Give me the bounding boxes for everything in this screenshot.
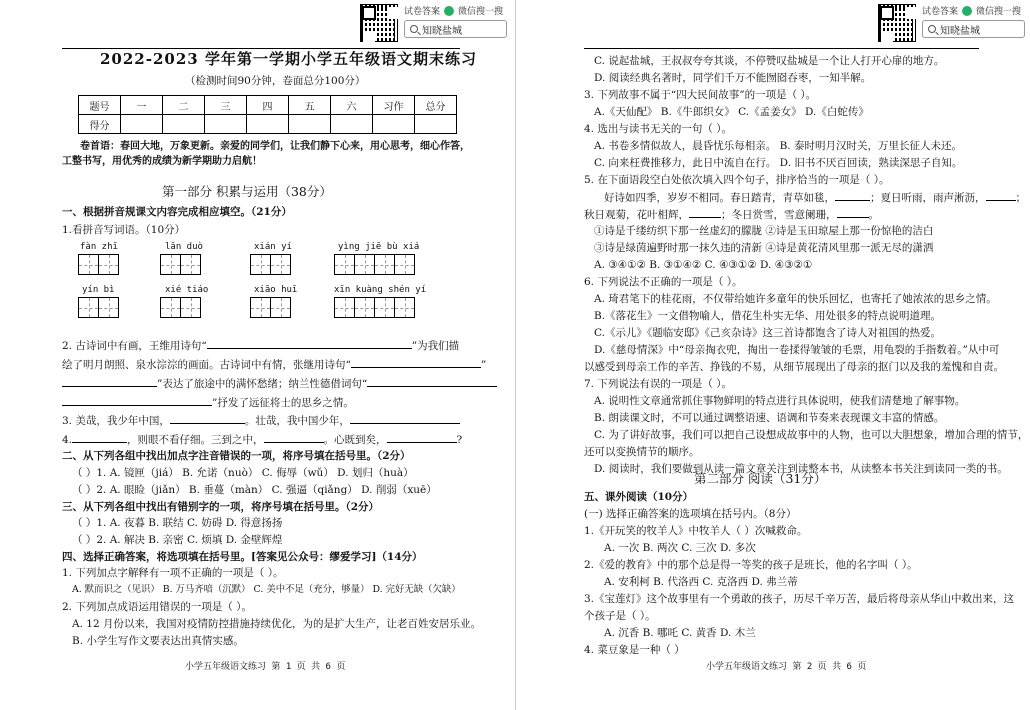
answer-blank[interactable] xyxy=(72,432,127,443)
pinyin-label: fàn zhī xyxy=(80,242,118,252)
question-text: A. 12 月份以来，我国对疫情防控措施持续优化，为的是扩大生产，让老百姓安居乐业。 xyxy=(72,618,481,630)
qr-code-icon xyxy=(360,4,398,42)
question-text: (一) 选择正确答案的选项填在括号内。（8分） xyxy=(584,508,797,520)
question-heading: 五、课外阅读（10分） xyxy=(584,491,694,503)
writing-grid[interactable] xyxy=(160,297,200,318)
answer-blank[interactable] xyxy=(387,432,457,443)
question-text: 1.看拼音写词语。（10分） xyxy=(62,224,186,236)
site-label: 试卷答案 xyxy=(922,7,959,17)
question-heading: 三、从下列各组中找出有错别字的一项，将序号填在括号里。（2分） xyxy=(62,501,380,513)
pinyin-label: yín bì xyxy=(82,285,115,295)
table-head: 五 xyxy=(289,96,331,115)
question-text: C. 向来枉费推移力，此日中流自在行。 D. 旧书不厌百回读，熟读深思子自知。 xyxy=(594,157,963,169)
answer-blank[interactable] xyxy=(986,190,1016,201)
question-text: D.《慈母情深》中“母亲掏衣兜，掏出一卷揉得皱皱的毛票，用龟裂的手指数着。”从中可 xyxy=(594,344,1000,356)
question-text: 4. 选出与读书无关的一句（ ）。 xyxy=(584,123,732,135)
writing-grid[interactable] xyxy=(250,254,290,275)
pinyin-label: xīn kuàng shén yí xyxy=(334,285,427,295)
wechat-label: 微信搜一搜 xyxy=(458,7,504,17)
question-text xyxy=(62,432,462,447)
question-text: 2. 下列加点成语运用错误的一项是（ ）。 xyxy=(62,601,252,613)
question-text: 1.《开玩笑的牧羊人》中牧羊人（ ）次喊救命。 xyxy=(584,525,808,537)
q-text: ； xyxy=(1015,192,1026,204)
question-text: 3.《宝莲灯》这个故事里有一个勇敢的孩子，历尽千辛万苦，最后将母亲从华山中救出来，这 xyxy=(584,593,1015,605)
q-text: ；冬日赏雪，雪意阑珊， xyxy=(721,209,837,221)
table-row-label: 得分 xyxy=(79,115,121,134)
question-text: A. 默而识之（见识） B. 万马齐喑（沉默） C. 美中不足（充分，够量） D. 完好无缺（欠缺） xyxy=(72,584,461,595)
answer-blank[interactable] xyxy=(837,207,869,218)
writing-grid[interactable] xyxy=(78,297,118,318)
answer-blank[interactable] xyxy=(264,432,324,443)
answer-blank[interactable] xyxy=(62,395,212,406)
question-text: C. 说起盐城，王叔叔夸夸其谈，不停赞叹盐城是一个让人打开心扉的地方。 xyxy=(594,55,945,67)
q-text: 。壮哉，我中国少年， xyxy=(244,415,350,427)
answer-blank[interactable] xyxy=(62,376,157,387)
search-text: 知晓盐城 xyxy=(940,25,980,37)
answer-blank[interactable] xyxy=(207,338,412,349)
search-icon xyxy=(928,25,936,33)
intro-line: 工整书写，用优秀的成绩为新学期助力启航！ xyxy=(62,156,262,167)
q-text: 。心既到矣， xyxy=(323,434,387,446)
search-text: 知晓盐城 xyxy=(422,25,462,37)
header-rule xyxy=(62,48,460,49)
question-text: 1. 下列加点字解释有一项不正确的一项是（ ）。 xyxy=(62,567,284,579)
question-text: （ ）1. A. 夜暮 B. 联结 C. 妨碍 D. 得意扬扬 xyxy=(72,517,283,529)
q-text: ? xyxy=(456,434,463,446)
search-box[interactable] xyxy=(404,20,507,38)
question-text xyxy=(62,376,497,391)
question-text: 以感受到母亲工作的辛苦、挣钱的不易，从细节展现出了母亲的抠门以及我的羞愧和自责。 xyxy=(584,361,1004,373)
question-text: B. 朗读课文时，不可以通过调整语速、语调和节奏来表现课文丰富的情感。 xyxy=(594,412,945,424)
question-text xyxy=(62,395,354,410)
question-heading: 二、从下列各组中找出加点字注音错误的一项，将序号填在括号里。（2分） xyxy=(62,450,411,462)
q-text: 4. xyxy=(62,434,73,446)
score-cell[interactable] xyxy=(331,115,373,134)
question-text: （ ）1. A. 镜匣（jiá） B. 允诺（nuò） C. 侮辱（wǔ） D. 划归（huà） xyxy=(72,467,414,479)
q-text: ，则眼不看仔细。三到之中， xyxy=(127,434,264,446)
writing-grid[interactable] xyxy=(334,254,414,275)
score-cell[interactable] xyxy=(121,115,163,134)
q-text: ”表达了旅途中的满怀愁绪；纳兰性德借词句“ xyxy=(157,378,368,390)
question-text: A. 琦君笔下的桂花雨，不仅带给她许多童年的快乐回忆，也寄托了她浓浓的思乡之情。 xyxy=(594,293,997,305)
table-head: 习作 xyxy=(373,96,415,115)
question-text: C.《示儿》《题临安邸》《己亥杂诗》这三首诗都饱含了诗人对祖国的热爱。 xyxy=(594,327,941,339)
page-footer: 小学五年级语文练习 第 1 页 共 6 页 xyxy=(185,662,346,672)
question-text: A. 一次 B. 两次 C. 三次 D. 多次 xyxy=(604,542,756,554)
qr-code-icon xyxy=(878,4,916,42)
q-text: ；夏日听雨，雨声淅沥， xyxy=(870,192,986,204)
score-table xyxy=(78,95,457,134)
exam-page-2 xyxy=(515,0,1030,710)
question-text: D. 阅读经典名著时，同学们千万不能囫囵吞枣，一知半解。 xyxy=(594,72,872,84)
question-text: （ ）2. A. 眼睑（jiǎn） B. 垂蔓（màn） C. 强逼（qiǎng） D. 削弱（xuē） xyxy=(72,484,437,496)
table-head: 三 xyxy=(205,96,247,115)
page-footer: 小学五年级语文练习 第 2 页 共 6 页 xyxy=(706,662,867,672)
question-text: 3. 下列故事不属于“四大民间故事”的一项是（ ）。 xyxy=(584,89,817,101)
q-text: ”抒发了远征将士的思乡之情。 xyxy=(212,397,354,409)
question-text xyxy=(62,338,459,353)
pinyin-label: xié tiáo xyxy=(165,285,209,295)
pinyin-label: lǎn duò xyxy=(165,242,203,252)
question-text: 2.《爱的教育》中的那个总是得一等奖的孩子是班长，他的名字叫（ ）。 xyxy=(584,559,918,571)
score-cell[interactable] xyxy=(289,115,331,134)
pinyin-label: xián yí xyxy=(254,242,292,252)
question-text: 个孩子是（ ）。 xyxy=(584,610,656,622)
q-text: 3. 美哉，我少年中国， xyxy=(62,415,170,427)
q-text: 秋日观菊，花叶相辉， xyxy=(584,209,689,221)
search-box[interactable] xyxy=(922,20,1025,38)
q-text: ”为我们描 xyxy=(411,340,460,352)
site-label: 试卷答案 xyxy=(404,7,441,17)
pinyin-label: yìng jiē bù xiá xyxy=(338,242,420,252)
question-text xyxy=(62,357,486,372)
wechat-icon xyxy=(962,6,972,16)
intro-line: 卷首语：春回大地，万象更新。亲爱的同学们，让我们静下心来，用心思考，细心作答， xyxy=(80,141,470,152)
answer-blank[interactable] xyxy=(689,207,721,218)
pinyin-label: xiāo huī xyxy=(254,285,298,295)
q-text: 。 xyxy=(868,209,879,221)
q-text: 绘了明月朗照、泉水淙淙的画面。古诗词中有情，张继用诗句“ xyxy=(62,359,351,371)
exam-title: 2022-2023 学年第一学期小学五年级语文期末练习 xyxy=(100,50,477,68)
table-head: 二 xyxy=(163,96,205,115)
question-text: B.《落花生》一文借物喻人，借花生朴实无华、用处很多的特点说明道理。 xyxy=(594,310,942,322)
question-text: A. 书卷多情似故人，晨昏忧乐每相亲。 B. 泰时明月汉时关，万里长征人未还。 xyxy=(594,140,962,152)
search-icon xyxy=(410,25,418,33)
question-text: A. 沉香 B. 哪吒 C. 黄香 D. 木兰 xyxy=(604,627,756,639)
part-heading: 第二部分 阅读（31分） xyxy=(694,471,827,486)
question-text: B. 小学生写作文要表达出真情实感。 xyxy=(72,635,244,647)
header-rule xyxy=(584,48,979,49)
question-text xyxy=(584,207,879,222)
answer-blank[interactable] xyxy=(835,190,870,201)
question-text: A.《天仙配》 B.《牛郎织女》 C.《孟姜女》 D.《白蛇传》 xyxy=(594,106,869,118)
table-head: 题号 xyxy=(79,96,121,115)
writing-grid[interactable] xyxy=(334,297,414,318)
question-text: 还可以变换情节的顺序。 xyxy=(584,446,700,458)
answer-blank[interactable] xyxy=(350,413,460,424)
score-cell[interactable] xyxy=(415,115,457,134)
writing-grid[interactable] xyxy=(250,297,290,318)
question-text: 6. 下列说法不正确的一项是（ ）。 xyxy=(584,276,743,288)
q-text: 2. 古诗词中有画，王维用诗句“ xyxy=(62,340,207,352)
question-text: ③诗是绿茵遍野时那一抹久违的清新 ④诗是黄花清风里那一派无尽的潇洒 xyxy=(594,242,934,254)
question-text: 5. 在下面语段空白处依次填入四个句子，排序恰当的一项是（ ）。 xyxy=(584,174,890,186)
question-text: C. 为了讲好故事，我们可以把自己设想成故事中的人物，也可以大胆想象，增加合理的情节， xyxy=(594,429,1029,441)
score-cell[interactable] xyxy=(163,115,205,134)
question-text: A. 说明性文章通常抓住事物鲜明的特点进行具体说明，使我们清楚地了解事物。 xyxy=(594,395,966,407)
answer-blank[interactable] xyxy=(170,413,245,424)
question-text: A. 安利柯 B. 代洛西 C. 克洛西 D. 弗兰蒂 xyxy=(604,576,798,588)
writing-grid[interactable] xyxy=(160,254,200,275)
question-text: ①诗是千缕纺织下那一丝虚幻的朦胧 ②诗是玉田琼屋上那一份惊艳的洁白 xyxy=(594,225,934,237)
wechat-icon xyxy=(444,6,454,16)
question-text: （ ）2. A. 解决 B. 亲密 C. 烦填 D. 金壁辉煌 xyxy=(72,534,283,546)
answer-blank[interactable] xyxy=(351,357,481,368)
question-text xyxy=(604,190,1026,205)
part-heading: 第一部分 积累与运用（38分） xyxy=(162,184,332,199)
page-header xyxy=(878,4,1025,42)
score-cell[interactable] xyxy=(205,115,247,134)
writing-grid[interactable] xyxy=(78,254,118,275)
score-cell[interactable] xyxy=(247,115,289,134)
page-header xyxy=(360,4,507,42)
question-text xyxy=(62,413,460,428)
question-text: 4. 菜豆象是一种（ ） xyxy=(584,644,685,656)
table-head: 总分 xyxy=(415,96,457,115)
table-head: 四 xyxy=(247,96,289,115)
q-text: 好诗如四季，岁岁不相同。春日踏青，青草如毯， xyxy=(604,192,835,204)
exam-subtitle: （检测时间90分钟，卷面总分100分） xyxy=(185,75,366,87)
wechat-label: 微信搜一搜 xyxy=(976,7,1022,17)
question-heading: 一、根据拼音规课文内容完成相应填空。（21分） xyxy=(62,206,292,218)
table-head: 一 xyxy=(121,96,163,115)
question-text: D. 阅读时，我们要做到从读一篇文章关注到读整本书，从读整本书关注到读同一类的书。 xyxy=(594,463,1008,475)
question-heading: 四、选择正确答案，将选项填在括号里。[答案见公众号：缪爱学习]（14分） xyxy=(62,551,423,563)
score-cell[interactable] xyxy=(373,115,415,134)
question-text: A. ③④①② B. ③①④② C. ④③①② D. ④③②① xyxy=(594,259,813,271)
answer-blank[interactable] xyxy=(367,376,497,387)
q-text: ” xyxy=(480,359,487,371)
question-text: 7. 下列说法有误的一项是（ ）。 xyxy=(584,378,732,390)
table-head: 六 xyxy=(331,96,373,115)
